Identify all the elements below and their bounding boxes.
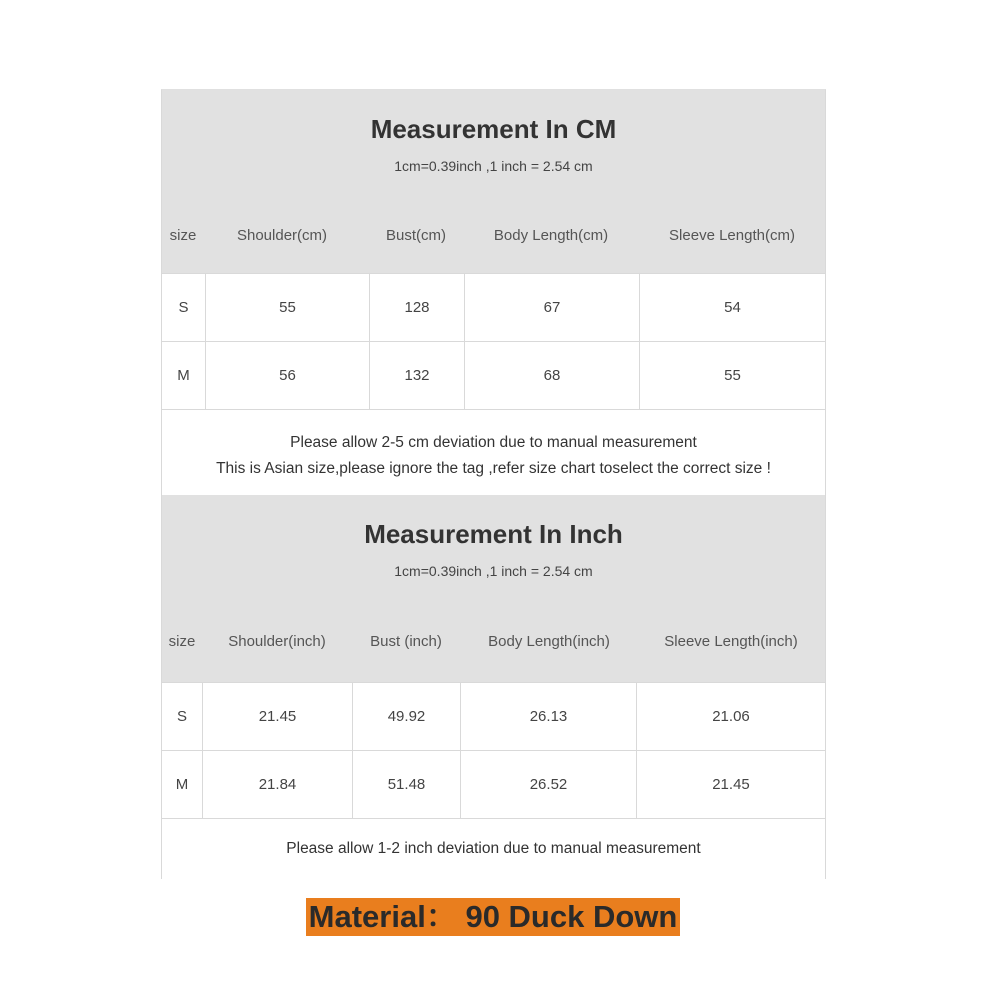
size-chart-cm [161,89,826,495]
conversion-note-cm: 1cm=0.39inch ,1 inch = 2.54 cm [394,158,593,174]
table-row [162,273,825,341]
sleeve-length-cell: 21.45 [636,751,825,818]
size-cell: M [177,367,190,384]
size-cell: M [175,776,189,793]
table-row [162,341,825,409]
table-row [162,682,825,750]
bust-cell: 51.48 [352,751,460,818]
chart-title-cm: Measurement In CM [370,114,617,144]
column-header-bust: Bust(cm) [386,227,446,244]
table-row [162,750,825,818]
column-header-shoulder: Shoulder(inch) [228,633,326,650]
body-length-cell: 68 [464,342,639,409]
deviation-note-line: Please allow 2-5 cm deviation due to manual measurement [290,434,697,451]
deviation-note-line: Please allow 1-2 inch deviation due to manual measurement [286,840,701,857]
column-header-bust: Bust (inch) [370,633,442,650]
shoulder-cell: 21.45 [202,683,352,750]
chart-header-cm [162,90,825,273]
material-banner [306,898,680,936]
deviation-note-cm [162,409,825,496]
chart-header-inch [162,495,825,682]
size-chart-inch [161,495,826,879]
column-header-size: size [169,227,197,244]
column-header-body-length: Body Length(cm) [493,227,609,244]
body-length-cell: 26.13 [460,683,636,750]
asian-size-note-line: This is Asian size,please ignore the tag ,refer size chart toselect the correct size ! [216,460,771,477]
column-header-size: size [168,633,196,650]
body-length-cell: 67 [464,274,639,341]
bust-cell: 49.92 [352,683,460,750]
material-label: Material： [308,899,457,934]
conversion-note-inch: 1cm=0.39inch ,1 inch = 2.54 cm [394,563,593,579]
sleeve-length-cell: 55 [639,342,825,409]
sleeve-length-cell: 54 [639,274,825,341]
column-header-sleeve-length: Sleeve Length(inch) [664,633,798,650]
deviation-note-inch [162,818,825,879]
material-value: 90 Duck Down [465,899,678,934]
column-header-shoulder: Shoulder(cm) [236,227,328,244]
column-header-body-length: Body Length(inch) [488,633,610,650]
body-length-cell: 26.52 [460,751,636,818]
shoulder-cell: 56 [205,342,369,409]
bust-cell: 128 [369,274,464,341]
size-cell: S [176,708,187,725]
column-header-sleeve-length: Sleeve Length(cm) [669,227,795,244]
size-cell: S [178,299,189,316]
bust-cell: 132 [369,342,464,409]
shoulder-cell: 21.84 [202,751,352,818]
sleeve-length-cell: 21.06 [636,683,825,750]
chart-title-inch: Measurement In Inch [364,519,623,549]
shoulder-cell: 55 [205,274,369,341]
